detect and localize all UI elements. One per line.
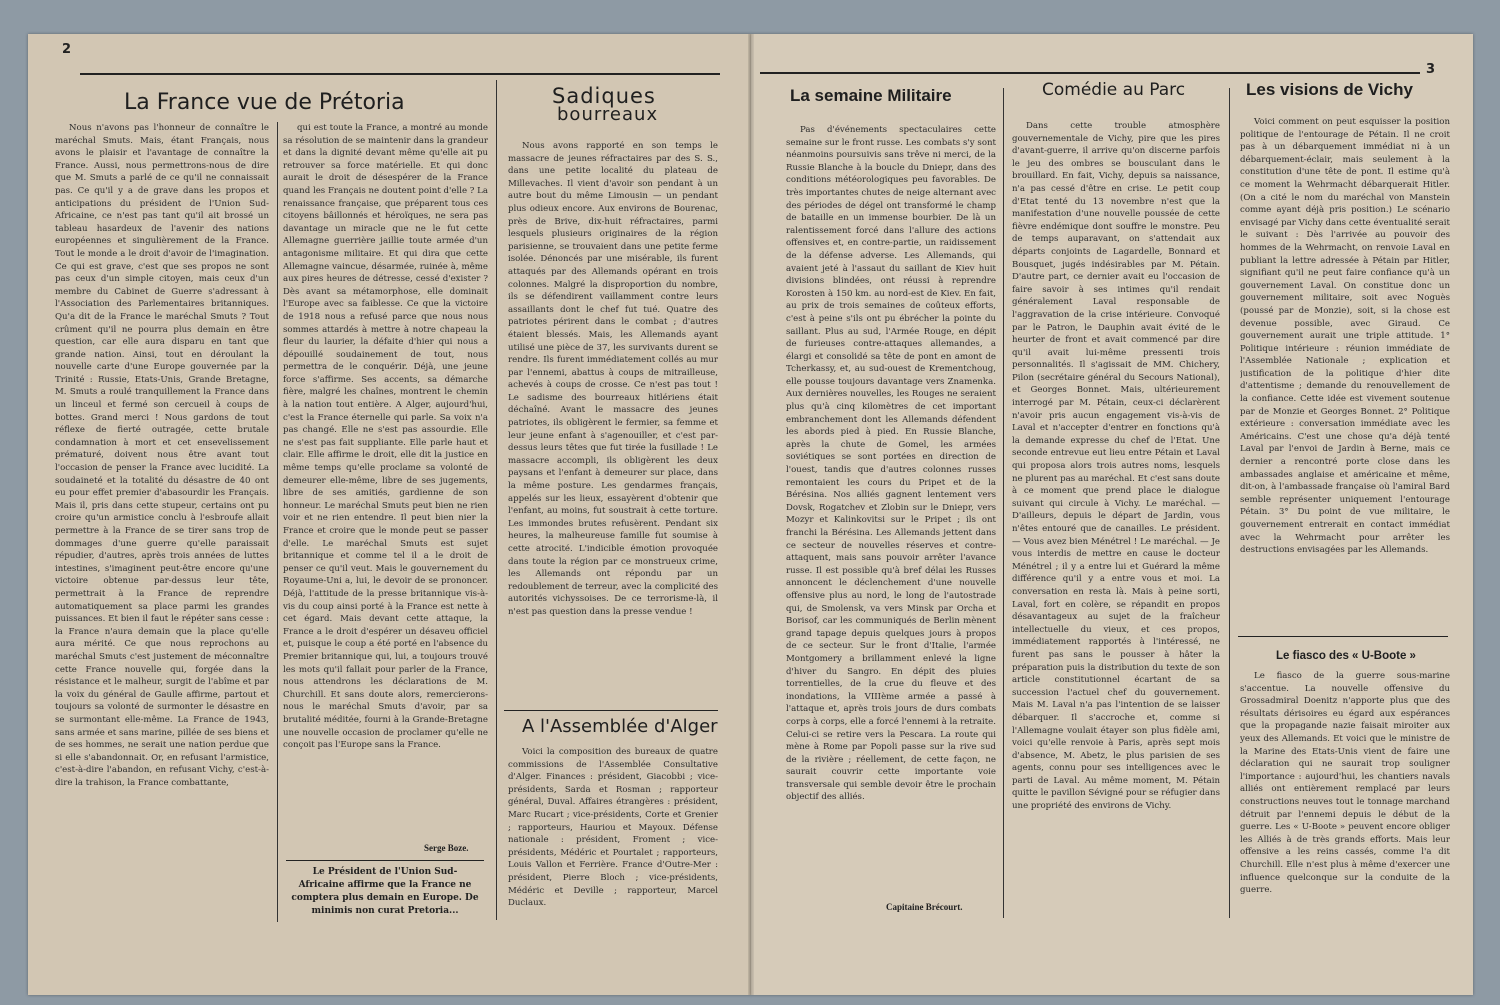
header-rule-right xyxy=(760,72,1420,74)
article-body-france-pretoria-col2 xyxy=(283,122,488,840)
article-body-france-pretoria-col1 xyxy=(55,122,269,922)
signature-serge-boze: Serge Boze. xyxy=(424,843,469,853)
article-title-france-pretoria: La France vue de Prétoria xyxy=(124,90,405,115)
article-body-assemblee xyxy=(508,746,718,916)
header-rule-left xyxy=(80,73,720,75)
article-title-bourreaux: bourreaux xyxy=(557,104,659,125)
article-title-comedie: Comédie au Parc xyxy=(1042,80,1186,100)
column-divider xyxy=(1003,88,1004,918)
column-divider xyxy=(1229,88,1230,918)
article-body-visions xyxy=(1240,116,1450,630)
section-rule xyxy=(504,710,718,711)
paragraph: Le fiasco de la guerre sous-marine s'accentue. La nouvelle offensive du Grossadmiral Doenitz n'apporte plus que des résultats dérisoires eu égard aux espérances que la propagande nazie faisait miroiter aux yeux des Allemands. Et voici que le ministre de la Marine des Etats-Unis vient de faire une déclaration qui ne saurait trop souligner l'importance : aujourd'hui, les chantiers navals alliés ont entièrement remplacé par leurs constructions neuves tout le tonnage marchand détruit par l'ennemi depuis le début de la guerre. Les « U-Boote » peuvent encore obliger les Alliés à de très grands efforts. Mais leur offensive a les reins cassés, comme l'a dit Churchill. Elle n'est plus à même d'exercer une influence quelconque sur la conduite de la guerre. xyxy=(1240,671,1450,896)
page-fold xyxy=(748,34,754,995)
signature-brecourt: Capitaine Brécourt. xyxy=(886,902,963,912)
article-body-semaine xyxy=(786,124,996,898)
pretoria-box: Le Président de l'Union Sud-Africaine affirme que la France ne comptera plus demain en Europe. De minimis non curat Pretoria... xyxy=(291,867,479,916)
box-rule xyxy=(286,860,484,861)
page-number-left: 2 xyxy=(62,42,72,57)
paragraph: Voici comment on peut esquisser la position politique de l'entourage de Pétain. Il ne croit pas à un débarquement immédiat ni à un débarquement-éclair, mais seulement à la constitution d'une tête de pont. Il estime qu'à ce moment la Wehrmacht débarquerait Hitler. (On a cité le nom du maréchal von Manstein comme ayant déjà pris position.) Le scénario envisagé par Vichy dans cette éventualité serait le suivant : Dès l'arrivée au pouvoir des hommes de la Wehrmacht, on renvoie Laval en publiant la lettre adressée à Pétain par Hitler, signifiant qu'il ne peut faire confiance qu'à un gouvernement Laval. On constitue donc un gouvernement militaire, soit avec Noguès (poussé par de Monzie), soit, si la chose est devenue possible, avec Giraud. Ce gouvernement aurait une triple attitude. 1° Politique intérieure : réunion immédiate de l'Assemblée Nationale ; explication et justification de la politique d'hier dite d'attentisme ; demande du renouvellement de la confiance. Cette idée est vivement soutenue par de Monzie et Georges Bonnet. 2° Politique extérieure : conversation immédiate avec les Américains. C'est une chose qu'a déjà tenté Laval par l'envoi de Jardin à Berne, mais ce dernier a rencontré porte close dans les ambassades anglaise et américaine et même, dit-on, à l'ambassade française où l'amiral Bard semble représenter uniquement l'entourage Pétain. 3° Du point de vue militaire, le gouvernement entrerait en contact immédiat avec la Wehrmacht pour arrêter les destructions envisagées par les Allemands. xyxy=(1240,117,1450,556)
paragraph: Nous n'avons pas l'honneur de connaître le maréchal Smuts. Mais, étant Français, nous avons le plaisir et l'avantage de connaître la France. Aussi, nous permettrons-nous de dire que M. Smuts a parlé de ce qu'il ne connaissait pas. Ce qu'il y a de grave dans les propos et anticipations du président de l'Union Sud-Africaine, ce n'est pas tant qu'il ait brossé un tableau hasardeux de l'avenir des nations européennes et singulièrement de la France. Tout le monde a le droit d'avoir de l'imagination. Ce qui est grave, c'est que ses propos ne sont pas ceux d'un simple citoyen, mais ceux d'un membre du Cabinet de Guerre s'adressant à l'Association des Parlementaires britanniques. Qu'a dit de la France le maréchal Smuts ? Tout crûment qu'il ne pourra plus demain en être question, car elle aura disparu en tant que grande nation. Ainsi, tout en déroulant la nouvelle carte d'une Europe gouvernée par la Trinité : Russie, Etats-Unis, Grande Bretagne, M. Smuts a roulé tranquillement la France dans un linceul et fermé son cercueil à coups de bottes. Grand merci ! Nous gardons de tout réflexe de fierté outragée, cette brutale condamnation à mort et cet ensevelissement prématuré, doivent nous être avant tout l'occasion de penser la France avec lucidité. La soudaineté et la totalité du désastre de 40 ont eu pour effet premier d'abasourdir les Français. Mais il, pris dans cette stupeur, certains ont pu croire qu'un armistice conclu à l'esbroufe allait permettre à la France de se tirer sans trop de dommages d'une guerre qu'elle paraissait répudier, d'autres, après trois années de luttes intestines, s'imaginent peut-être encore qu'une victoire obtenue par-dessus leur tête, permettrait à la France de reprendre automatiquement sa place parmi les grandes puissances. Et bien il faut le répéter sans cesse : la France n'aura demain que la place qu'elle aura mérité. Ce que nous reprochons au maréchal Smuts c'est justement de méconnaître cette France nouvelle qui, forgée dans la résistance et le malheur, surgit de l'abîme et par la voix du général de Gaulle affirme, partout et toujours sa volonté de surmonter le désastre en se surmontant elle-même. La France de 1943, sans armée et sans marine, pillée de ses biens et de ses hommes, ne serait une nation perdue que si elle s'abandonnait. Or, en refusant l'armistice, c'est-à-dire l'abandon, en refusant Vichy, c'est-à-dire la trahison, la France combattante, xyxy=(55,123,269,788)
article-title-assemblee: A l'Assemblée d'Alger xyxy=(522,716,718,737)
paragraph: Dans cette trouble atmosphère gouvernementale de Vichy, pire que les pires d'avant-guerre, il arrive qu'on discerne parfois le jeu des ombres se bousculant dans le brouillard. En fait, Vichy, depuis sa naissance, n'a pas cessé d'être en crise. Le petit coup d'Etat tenté du 13 novembre n'est que la manifestation d'une nouvelle poussée de cette fièvre endémique dont souffre le monstre. Peu de temps auparavant, on s'attendait aux départs conjoints de Lagardelle, Bonnard et Bousquet, jugés indésirables par M. Pétain. D'autre part, ce dernier avait eu l'occasion de faire savoir à ses intimes qu'il rendait généralement Laval responsable de l'aggravation de la crise intérieure. Convoqué par le Patron, le Dauphin avait évité de le heurter de front et avait commencé par dire qu'il avait lui-même pressenti trois personnalités. Il s'agissait de MM. Chichery, Pilon (secrétaire général du Secours National), et Georges Bonnet. Mais, ultérieurement interrogé par M. Pétain, ceux-ci déclarèrent n'avoir pris aucun engagement vis-à-vis de Laval et n'accepter d'entrer en fonctions qu'à la demande expresse du chef de l'Etat. Une seconde entrevue eut lieu entre Pétain et Laval qui proposa alors trois autres noms, lesquels ne plurent pas au maréchal. Et c'est sans doute à ce moment que prend place le dialogue suivant qui circule à Vichy. Le maréchal. — D'ailleurs, depuis le départ de Jardin, vous n'êtes entouré que de canailles. Le président. — Vous avez bien Ménétrel ! Le maréchal. — Je vous interdis de mettre en cause le docteur Ménétrel ; il y a entre lui et Guérard la même différence qu'il y a entre vous et moi. La conversation en resta là. Mais à peine sorti, Laval, fort en colère, se répandit en propos désavantageux au sujet de la fraîcheur intellectuelle du vieux, et ces propos, immédiatement rapportés à l'intéressé, ne furent pas sans le pousser à hâter la préparation puis la distribution du texte de son article constitutionnel écartant de sa succession l'actuel chef du gouvernement. Mais M. Laval n'a pas l'intention de se laisser débarquer. Il s'accroche et, comme si l'Allemagne voulait étayer son plus fidèle ami, voici qu'elle renvoie à Paris, après sept mois d'absence, M. Abetz, le plus parisien de ses agents, connu pour ses intelligences avec le parti de Laval. Au même moment, M. Pétain quitte le pavillon Sévigné pour se réfugier dans une propriété des environs de Vichy. xyxy=(1012,121,1220,812)
page-number-right: 3 xyxy=(1426,62,1436,77)
paragraph: Pas d'événements spectaculaires cette semaine sur le front russe. Les combats s'y sont néanmoins poursuivis sans trêve ni merci, de la Russie Blanche à la boucle du Dniepr, dans des conditions météorologiques peu favorables. De très importantes chutes de neige alternant avec des périodes de dégel ont transformé le champ de bataille en un immense bourbier. De là un ralentissement forcé dans l'allure des actions offensives et, en contre-partie, un raidissement de la défense adverse. Les Allemands, qui avaient jeté à l'assaut du saillant de Kiev huit divisions blindées, ont réussi à reprendre Korosten à 150 km. au nord-est de Kiev. En fait, au prix de trois semaines de coûteux efforts, c'est à peine s'ils ont pu ébrécher la pointe du saillant. Plus au sud, l'Armée Rouge, en dépit de furieuses contre-attaques allemandes, a élargi et consolidé sa tête de pont en amont de Tcherkassy, et, au sud-ouest de Krementchoug, elle pousse toujours davantage vers Znamenka. Aux dernières nouvelles, les Rouges ne seraient plus qu'à cinq kilomètres de cet important embranchement dont les Allemands défendent les abords pied à pied. En Russie Blanche, après la chute de Gomel, les armées soviétiques se sont portées en direction de l'ouest, tandis que d'autres colonnes russes remontaient les cours du Pripet et de la Bérésina. Nos alliés gagnent lentement vers Dovsk, Rogatchev et Zlobin sur le Dniepr, vers Mozyr et Kalinkovitsi sur le Pripet ; ils ont franchi la Bérésina. Les Allemands jettent dans ce secteur de nouvelles réserves et contre-attaquent, mais sans pouvoir arrêter l'avance russe. Il est possible qu'à bref délai les Russes annoncent le déclenchement d'une nouvelle offensive plus au nord, le long de l'autostrade qui, de Smolensk, va vers Minsk par Orcha et Borisof, car les communiqués de Berlin mènent grand tapage depuis quelques jours à propos de ce secteur. Sur le front d'Italie, l'armée Montgomery a brillamment enlevé la ligne d'hiver du Sangro. En dépit des pluies torrentielles, de la crue du fleuve et des inondations, la VIIIème armée a passé à l'attaque et, après trois jours de durs combats corps à corps, elle a forcé l'ennemi à la retraite. Celui-ci se retire vers la Pescara. La route qui mène à Rome par Popoli passe sur la rive sud de la rivière ; réellement, de cette façon, ne saurait couvrir cette importante voie transversale qui semble devoir être le prochain objectif des alliés. xyxy=(786,125,996,803)
section-rule xyxy=(1238,636,1448,637)
article-title-semaine: La semaine Militaire xyxy=(790,86,952,105)
article-title-visions: Les visions de Vichy xyxy=(1246,80,1413,99)
article-title-fiasco: Le fiasco des « U-Boote » xyxy=(1276,650,1416,662)
article-body-comedie xyxy=(1012,120,1220,920)
article-body-sadiques xyxy=(508,140,718,706)
paragraph: qui est toute la France, a montré au monde sa résolution de se maintenir dans la grandeur et dans la dignité devant même qu'elle ait pu retrouver sa force matérielle. Et qui donc aurait le droit de désespérer de la France quand les Français ne doutent point d'elle ? La renaissance française, que préparent tous ces citoyens bâillonnés et héroïques, ne sera pas davantage un miracle que ne le fut cette Allemagne guerrière jaillie toute armée d'un antagonisme militaire. Et qui dira que cette Allemagne vaincue, désarmée, ruinée à, même aux pires heures de détresse, cessé d'exister ? Dès avant sa métamorphose, elle dominait l'Europe avec sa faiblesse. Ce que la victoire de 1918 nous a refusé parce que nous nous sommes attardés à mettre à notre chapeau la fleur du laurier, la défaite d'hier qui nous a dépouillé soudainement de tout, nous permettra de le conquérir. Déjà, une jeune force s'affirme. Ses accents, sa démarche fière, malgré les chaînes, montrent le chemin à la nation tout entière. A Alger, aujourd'hui, c'est la France éternelle qui parle. Sa voix n'a pas changé. Elle ne s'est pas assourdie. Elle ne s'est pas fait suppliante. Elle parle haut et clair. Elle affirme le droit, elle dit la justice en même temps qu'elle proclame sa volonté de demeurer elle-même, libre de ses jugements, libre de ses amitiés, gardienne de son honneur. Le maréchal Smuts peut bien ne rien voir et ne rien entendre. Il peut bien nier la France et croire que le monde peut se passer d'elle. Le maréchal Smuts est sujet britannique et comme tel il a le droit de penser ce qu'il veut. Mais le gouvernement du Royaume-Uni a, lui, le devoir de se prononcer. Déjà, l'attitude de la presse britannique vis-à-vis du coup ainsi porté à la France est nette à cet égard. Mais devant cette attaque, la France a le droit d'espérer un désaveu officiel et, puisque le coup a été porté en l'absence du Premier britannique qui, lui, a toujours trouvé les mots qu'il fallait pour parler de la France, nous attendrons les déclarations de M. Churchill. Et sans doute alors, remercierons-nous le maréchal Smuts d'avoir, par sa brutalité méditée, fourni à la Grande-Bretagne une nouvelle occasion de proclamer qu'elle ne conçoit pas l'Europe sans la France. xyxy=(283,123,488,751)
article-body-fiasco xyxy=(1240,670,1450,910)
article-title-sadiques: Sadiques xyxy=(552,84,656,108)
column-divider xyxy=(496,80,497,920)
paragraph: Nous avons rapporté en son temps le massacre de jeunes réfractaires par des S. S., dans une petite localité du plateau de Millevaches. Il vient d'avoir son pendant à un autre bout du même Limousin — un pendant plus odieux encore. Aux environs de Bourenac, près de Brive, dix-huit réfractaires, parmi lesquels plusieurs originaires de la région parisienne, se trouvaient dans une petite ferme isolée. Dénoncés par une misérable, ils furent attaqués par des Allemands opérant en trois colonnes. Malgré la disproportion du nombre, ils se défendirent vaillamment contre leurs assaillants dont le chef fut tué. Quatre des patriotes périrent dans le combat ; d'autres étaient blessés. Mais, les Allemands ayant utilisé une pièce de 37, les survivants durent se rendre. Ils furent immédiatement collés au mur par l'ennemi, abattus à coups de mitrailleuse, achevés à coups de crosse. Ce n'est pas tout ! Le sadisme des bourreaux hitlériens était déchaîné. Avant le massacre des jeunes patriotes, ils obligèrent le fermier, sa femme et leur jeune enfant à s'agenouiller, et c'est par-dessus leurs têtes que fut tirée la fusillade ! Le massacre accompli, ils obligèrent les deux paysans et l'enfant à demeurer sur place, dans la même posture. Les gendarmes français, appelés sur les lieux, essayèrent d'obtenir que l'enfant, au moins, fut soustrait à cette torture. Les immondes brutes refusèrent. Pendant six heures, la malheureuse famille fut soumise à cette atrocité. L'indicible émotion provoquée dans toute la région par ce monstrueux crime, les Allemands ont répondu par un redoublement de terreur, avec la complicité des autorités vichyssoises. De ce terrorisme-là, il n'est pas question dans la presse vendue ! xyxy=(508,141,718,617)
paragraph: Voici la composition des bureaux de quatre commissions de l'Assemblée Consultative d'Alger. Finances : président, Giacobbi ; vice-présidents, Sarda et Rosman ; rapporteur général, Duval. Affaires étrangères : président, Marc Rucart ; vice-présidents, Corte et Grenier ; rapporteurs, Hauriou et Mayoux. Défense nationale : président, Froment ; vice-présidents, Médéric et Pourtalet ; rapporteurs, Louis Vallon et Ferrière. France d'Outre-Mer : président, Pierre Bloch ; vice-présidents, Médéric et Deville ; rapporteur, Marcel Duclaux. xyxy=(508,747,718,909)
column-divider xyxy=(277,122,278,922)
